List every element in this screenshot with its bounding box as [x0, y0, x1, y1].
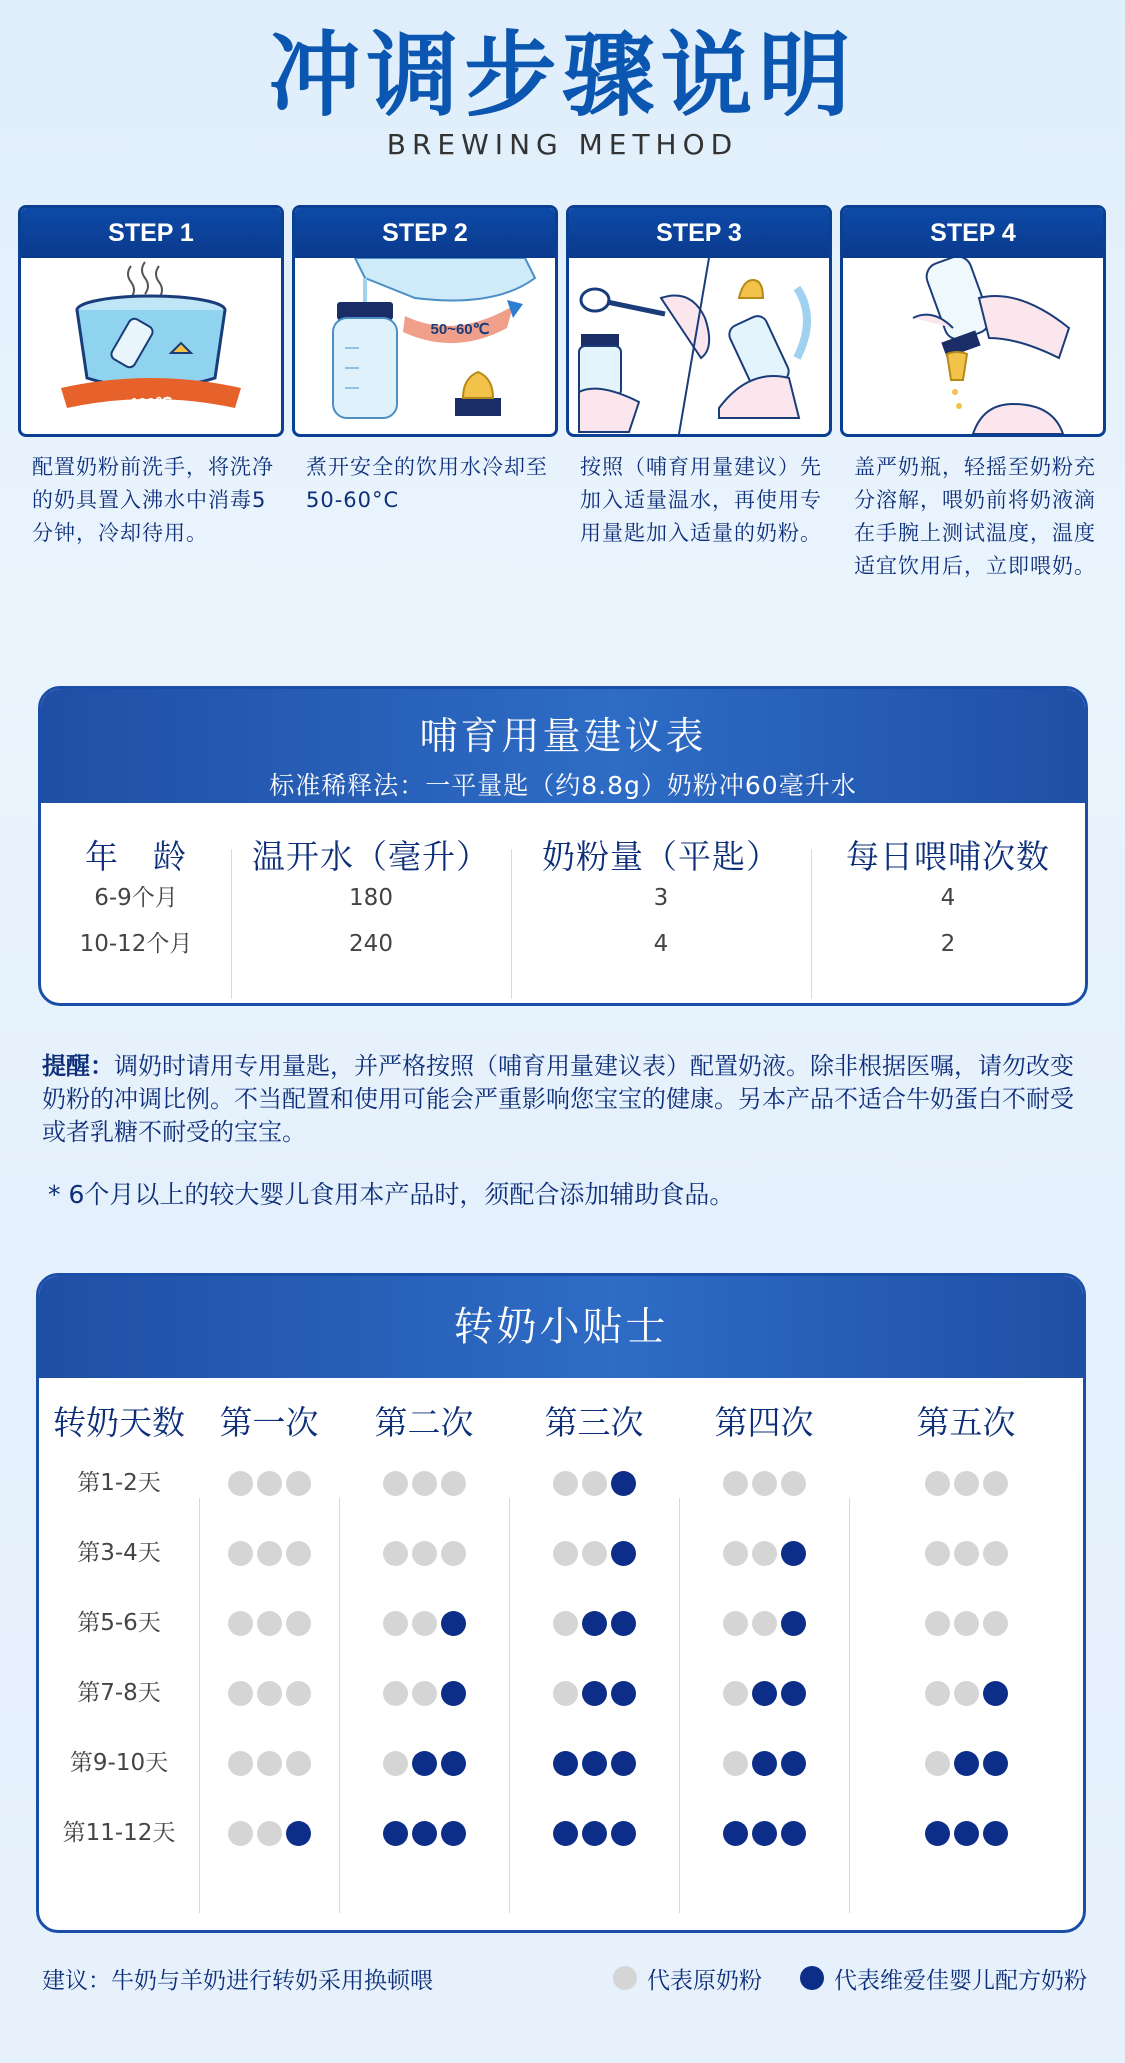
new-formula-dot-icon: [983, 1821, 1008, 1846]
frequency-column: [811, 803, 1085, 1003]
original-formula-dot-icon: [228, 1611, 253, 1636]
original-formula-dot-icon: [412, 1681, 437, 1706]
column-header: 奶粉量（平匙）: [542, 837, 780, 876]
new-formula-dot-icon: [582, 1611, 607, 1636]
legend-original: 代表原奶粉: [647, 1967, 762, 1994]
new-formula-dot-icon: [611, 1681, 636, 1706]
original-formula-dot-icon: [925, 1471, 950, 1496]
formula-switch-table: [36, 1273, 1086, 1933]
original-formula-dot-icon: [553, 1471, 578, 1496]
feeding-column: [339, 1378, 509, 1868]
temperature-label: 50~60℃: [430, 321, 490, 338]
dot-cell: [849, 1728, 1083, 1798]
day-label: [39, 1728, 199, 1798]
dot-cell: [849, 1658, 1083, 1728]
new-formula-dot-icon: [752, 1751, 777, 1776]
table-cell: 10-12个月: [79, 931, 193, 957]
original-formula-dot-icon: [286, 1541, 311, 1566]
dot-cell: [199, 1798, 339, 1868]
table-cell: 180: [349, 885, 393, 911]
reminder-label: 提醒：: [42, 1052, 114, 1080]
original-formula-dot-icon: [286, 1751, 311, 1776]
step-4: [840, 205, 1108, 583]
day-label: [39, 1658, 199, 1728]
feeding-table-title: 哺育用量建议表: [419, 714, 707, 758]
column-header: 温开水（毫升）: [252, 837, 490, 876]
original-formula-dot-icon: [383, 1471, 408, 1496]
column-divider: [199, 1498, 200, 1913]
new-formula-dot-icon: [582, 1821, 607, 1846]
original-formula-dot-icon: [286, 1681, 311, 1706]
dot-cell: [199, 1518, 339, 1588]
switch-table-title: 转奶小贴士: [39, 1276, 1083, 1378]
new-formula-dot-icon: [781, 1681, 806, 1706]
original-formula-dot-icon: [613, 1966, 637, 1990]
new-formula-dot-icon: [412, 1821, 437, 1846]
new-formula-dot-icon: [611, 1611, 636, 1636]
day-text: 第11-12天: [62, 1820, 176, 1846]
feeding-column: [199, 1378, 339, 1868]
new-formula-dot-icon: [781, 1751, 806, 1776]
step-card: [18, 205, 284, 437]
original-formula-dot-icon: [925, 1541, 950, 1566]
day-text: 第9-10天: [69, 1750, 169, 1776]
original-formula-dot-icon: [412, 1471, 437, 1496]
legend-new: 代表维爱佳婴儿配方奶粉: [834, 1967, 1087, 1994]
original-formula-dot-icon: [781, 1471, 806, 1496]
new-formula-dot-icon: [954, 1821, 979, 1846]
dot-cell: [849, 1518, 1083, 1588]
original-formula-dot-icon: [723, 1471, 748, 1496]
new-formula-dot-icon: [781, 1821, 806, 1846]
step-description: 煮开安全的饮用水冷却至50-60°C: [306, 455, 548, 512]
page-title: 冲调步骤说明: [268, 22, 857, 129]
step-description: 盖严奶瓶，轻摇至奶粉充分溶解，喂奶前将奶液滴在手腕上测试温度，温度适宜饮用后，立即喂奶。: [854, 455, 1096, 578]
original-formula-dot-icon: [954, 1471, 979, 1496]
original-formula-dot-icon: [983, 1611, 1008, 1636]
table-cell: 240: [349, 931, 393, 957]
day-label: [39, 1518, 199, 1588]
boiling-pot-illustration: [21, 258, 281, 434]
new-formula-dot-icon: [441, 1611, 466, 1636]
original-formula-dot-icon: [383, 1751, 408, 1776]
legend-suggestion: 建议：牛奶与羊奶进行转奶采用换顿喂: [42, 1967, 433, 1994]
new-formula-dot-icon: [611, 1541, 636, 1566]
reminder-note: [42, 1050, 1082, 1149]
step-description: 按照（哺育用量建议）先加入适量温水，再使用专用量匙加入适量的奶粉。: [580, 455, 822, 545]
dot-cell: [199, 1588, 339, 1658]
new-formula-dot-icon: [800, 1966, 824, 1990]
original-formula-dot-icon: [441, 1541, 466, 1566]
day-text: 第7-8天: [77, 1680, 161, 1706]
wrist-test-illustration: [843, 258, 1103, 434]
step-label: STEP 1: [21, 208, 281, 258]
table-cell: 4: [653, 931, 669, 957]
original-formula-dot-icon: [553, 1681, 578, 1706]
original-formula-dot-icon: [553, 1611, 578, 1636]
original-formula-dot-icon: [925, 1611, 950, 1636]
column-divider: [679, 1498, 680, 1913]
new-formula-dot-icon: [954, 1751, 979, 1776]
original-formula-dot-icon: [441, 1471, 466, 1496]
step-1: [18, 205, 286, 550]
day-text: 第5-6天: [77, 1610, 161, 1636]
dot-cell: [509, 1518, 679, 1588]
original-formula-dot-icon: [257, 1611, 282, 1636]
day-label: [39, 1588, 199, 1658]
dot-cell: [679, 1448, 849, 1518]
new-formula-dot-icon: [441, 1681, 466, 1706]
step-description: 配置奶粉前洗手，将洗净的奶具置入沸水中消毒5分钟，冷却待用。: [32, 455, 274, 545]
original-formula-dot-icon: [752, 1611, 777, 1636]
dot-cell: [849, 1588, 1083, 1658]
dot-cell: [679, 1658, 849, 1728]
steps-section: [18, 205, 1108, 625]
dot-cell: [679, 1588, 849, 1658]
original-formula-dot-icon: [228, 1541, 253, 1566]
new-formula-dot-icon: [781, 1541, 806, 1566]
original-formula-dot-icon: [383, 1681, 408, 1706]
table-cell: 4: [940, 885, 956, 911]
switch-table-grid: [39, 1378, 1083, 1933]
step-label: STEP 2: [295, 208, 555, 258]
dot-cell: [849, 1798, 1083, 1868]
feeding-column: [509, 1378, 679, 1868]
dot-cell: [509, 1658, 679, 1728]
days-column: [39, 1378, 199, 1868]
step-label: STEP 4: [843, 208, 1103, 258]
step-3: [566, 205, 834, 550]
dot-cell: [509, 1728, 679, 1798]
feeding-column: [849, 1378, 1083, 1868]
measuring-formula-illustration: [569, 258, 829, 434]
dot-cell: [509, 1588, 679, 1658]
column-divider: [849, 1498, 850, 1913]
step-label: STEP 3: [569, 208, 829, 258]
table-cell: 2: [940, 931, 956, 957]
dot-cell: [199, 1448, 339, 1518]
new-formula-dot-icon: [286, 1821, 311, 1846]
day-text: 第3-4天: [77, 1540, 161, 1566]
dot-cell: [339, 1798, 509, 1868]
column-divider: [509, 1498, 510, 1913]
original-formula-dot-icon: [257, 1541, 282, 1566]
new-formula-dot-icon: [611, 1751, 636, 1776]
new-formula-dot-icon: [441, 1821, 466, 1846]
original-formula-dot-icon: [954, 1681, 979, 1706]
original-formula-dot-icon: [723, 1681, 748, 1706]
new-formula-dot-icon: [383, 1821, 408, 1846]
new-formula-dot-icon: [723, 1821, 748, 1846]
original-formula-dot-icon: [412, 1611, 437, 1636]
column-divider: [339, 1498, 340, 1913]
day-label: [39, 1448, 199, 1518]
original-formula-dot-icon: [553, 1541, 578, 1566]
page-subtitle: BREWING METHOD: [386, 128, 739, 161]
new-formula-dot-icon: [752, 1821, 777, 1846]
step-card: [292, 205, 558, 437]
step-2: [292, 205, 560, 517]
dot-cell: [849, 1448, 1083, 1518]
new-formula-dot-icon: [582, 1751, 607, 1776]
original-formula-dot-icon: [582, 1541, 607, 1566]
original-formula-dot-icon: [954, 1611, 979, 1636]
new-formula-dot-icon: [611, 1471, 636, 1496]
original-formula-dot-icon: [286, 1611, 311, 1636]
column-header: 第一次: [219, 1403, 319, 1442]
dot-cell: [339, 1728, 509, 1798]
original-formula-dot-icon: [228, 1751, 253, 1776]
new-formula-dot-icon: [553, 1751, 578, 1776]
original-formula-dot-icon: [954, 1541, 979, 1566]
table-cell: 6-9个月: [94, 885, 178, 911]
pouring-water-illustration: [295, 258, 555, 434]
original-formula-dot-icon: [752, 1541, 777, 1566]
dot-cell: [339, 1588, 509, 1658]
powder-column: [511, 803, 811, 1003]
new-formula-dot-icon: [553, 1821, 578, 1846]
new-formula-dot-icon: [412, 1751, 437, 1776]
original-formula-dot-icon: [383, 1541, 408, 1566]
dot-cell: [199, 1728, 339, 1798]
original-formula-dot-icon: [257, 1821, 282, 1846]
dot-cell: [339, 1658, 509, 1728]
dot-cell: [679, 1728, 849, 1798]
new-formula-dot-icon: [582, 1681, 607, 1706]
original-formula-dot-icon: [257, 1471, 282, 1496]
original-formula-dot-icon: [257, 1681, 282, 1706]
column-header: 年 龄: [85, 837, 187, 876]
original-formula-dot-icon: [925, 1681, 950, 1706]
original-formula-dot-icon: [286, 1471, 311, 1496]
new-formula-dot-icon: [925, 1821, 950, 1846]
column-header: 每日喂哺次数: [846, 837, 1050, 876]
original-formula-dot-icon: [925, 1751, 950, 1776]
original-formula-dot-icon: [723, 1611, 748, 1636]
original-formula-dot-icon: [723, 1751, 748, 1776]
new-formula-dot-icon: [752, 1681, 777, 1706]
original-formula-dot-icon: [983, 1541, 1008, 1566]
original-formula-dot-icon: [257, 1751, 282, 1776]
dot-cell: [509, 1448, 679, 1518]
column-header: 第三次: [544, 1403, 644, 1442]
age-column: [41, 803, 231, 1003]
dot-cell: [199, 1658, 339, 1728]
column-header: 第四次: [714, 1403, 814, 1442]
original-formula-dot-icon: [383, 1611, 408, 1636]
dot-cell: [679, 1798, 849, 1868]
original-formula-dot-icon: [228, 1821, 253, 1846]
reminder-text: 调奶时请用专用量匙，并严格按照（哺育用量建议表）配置奶液。除非根据医嘱，请勿改变奶粉的冲调比例。不当配置和使用可能会严重影响您宝宝的健康。另本产品不适合牛奶蛋白不耐受或者乳糖不耐受的宝宝。: [42, 1052, 1074, 1146]
day-text: 第1-2天: [77, 1470, 161, 1496]
feeding-table-grid: [41, 803, 1085, 1003]
dot-cell: [679, 1518, 849, 1588]
column-header: 转奶天数: [53, 1403, 185, 1442]
original-formula-dot-icon: [228, 1471, 253, 1496]
original-formula-dot-icon: [983, 1471, 1008, 1496]
dot-cell: [339, 1448, 509, 1518]
feeding-table-header: [41, 689, 1085, 803]
day-label: [39, 1798, 199, 1868]
new-formula-dot-icon: [983, 1681, 1008, 1706]
original-formula-dot-icon: [228, 1681, 253, 1706]
dot-cell: [339, 1518, 509, 1588]
supplement-note: * 6个月以上的较大婴儿食用本产品时，须配合添加辅助食品。: [48, 1180, 735, 1209]
temperature-label: 100℃: [130, 395, 172, 412]
table-cell: 3: [653, 885, 669, 911]
water-column: [231, 803, 511, 1003]
new-formula-dot-icon: [983, 1751, 1008, 1776]
step-card: [566, 205, 832, 437]
new-formula-dot-icon: [611, 1821, 636, 1846]
step-card: [840, 205, 1106, 437]
dot-cell: [509, 1798, 679, 1868]
original-formula-dot-icon: [412, 1541, 437, 1566]
feeding-column: [679, 1378, 849, 1868]
original-formula-dot-icon: [582, 1471, 607, 1496]
feeding-table-subtitle: 标准稀释法：一平量匙（约8.8g）奶粉冲60毫升水: [269, 771, 857, 800]
new-formula-dot-icon: [441, 1751, 466, 1776]
original-formula-dot-icon: [723, 1541, 748, 1566]
new-formula-dot-icon: [781, 1611, 806, 1636]
legend: [42, 1958, 1087, 1998]
original-formula-dot-icon: [752, 1471, 777, 1496]
column-header: 第二次: [374, 1403, 474, 1442]
column-header: 第五次: [916, 1403, 1016, 1442]
feeding-amount-table: [38, 686, 1088, 1006]
